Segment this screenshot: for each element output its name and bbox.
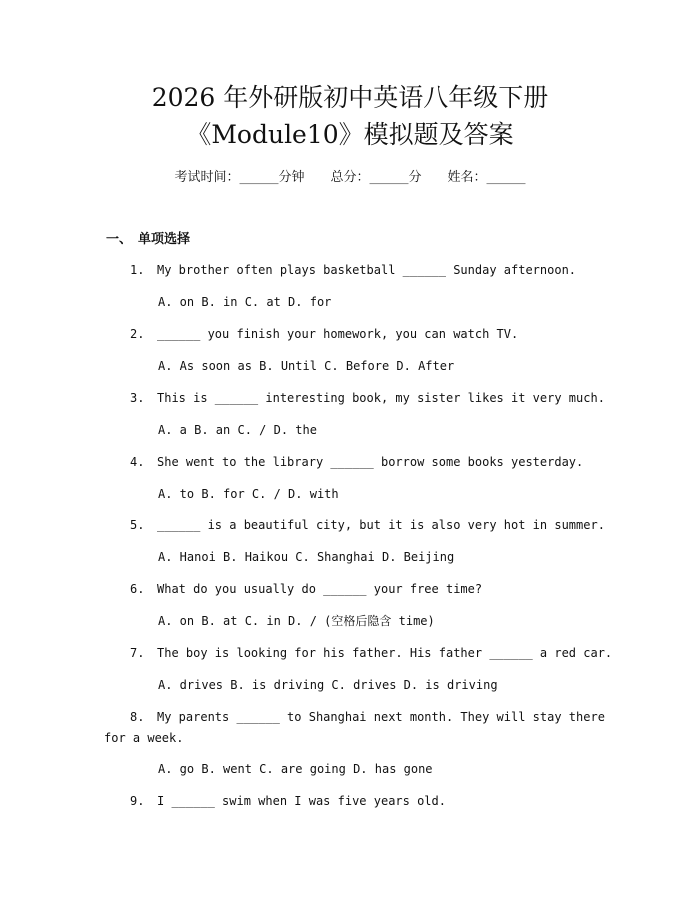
question-text: I ______ swim when I was five years old. [157,794,446,808]
question-3 [130,388,605,408]
question-4-options: A. to B. for C. / D. with [158,487,339,501]
question-number: 1. [130,263,145,277]
section-title: 单项选择 [138,232,191,247]
question-number: 2. [130,327,145,341]
question-4 [130,452,583,472]
question-text: ______ you finish your homework, you can watch TV. [157,327,519,341]
exam-time-field: 考试时间：______分钟 [174,170,305,185]
document-title-line-2: 《Module10》模拟题及答案 [186,120,514,149]
student-name-field: 姓名：______ [447,170,526,185]
question-number: 5. [130,518,145,532]
question-text: What do you usually do ______ your free time? [157,582,483,596]
question-number: 3. [130,391,145,405]
question-2-options: A. As soon as B. Until C. Before D. After [158,359,455,373]
question-text: The boy is looking for his father. His father ______ a red car. [157,646,613,660]
question-9 [130,791,446,811]
question-5 [130,515,605,535]
question-2 [130,324,518,344]
question-text: This is ______ interesting book, my sister likes it very much. [157,391,605,405]
question-number: 7. [130,646,145,660]
total-score-field: 总分：______分 [330,170,422,185]
section-heading [106,230,190,250]
question-1 [130,260,576,280]
document-title-line-1: 2026 年外研版初中英语八年级下册 [151,83,549,112]
question-7-options: A. drives B. is driving C. drives D. is driving [158,678,498,692]
question-8-options: A. go B. went C. are going D. has gone [158,762,433,776]
exam-info-line [0,168,700,188]
question-8 [130,707,605,727]
question-text: She went to the library ______ borrow some books yesterday. [157,455,584,469]
question-6-options: A. on B. at C. in D. / (空格后隐含 time) [158,614,435,628]
question-6 [130,579,482,599]
question-text: My brother often plays basketball ______ Sunday afternoon. [157,263,577,277]
question-number: 8. [130,710,145,724]
question-number: 6. [130,582,145,596]
question-3-options: A. a B. an C. / D. the [158,423,317,437]
question-5-options: A. Hanoi B. Haikou C. Shanghai D. Beijing [158,550,455,564]
question-8-text-continued: for a week. [104,731,184,745]
question-number: 4. [130,455,145,469]
question-number: 9. [130,794,145,808]
question-text: ______ is a beautiful city, but it is also very hot in summer. [157,518,605,532]
question-1-options: A. on B. in C. at D. for [158,295,332,309]
question-text: My parents ______ to Shanghai next month. They will stay there [157,710,605,724]
question-7 [130,643,612,663]
section-number: 一、 [106,232,133,247]
